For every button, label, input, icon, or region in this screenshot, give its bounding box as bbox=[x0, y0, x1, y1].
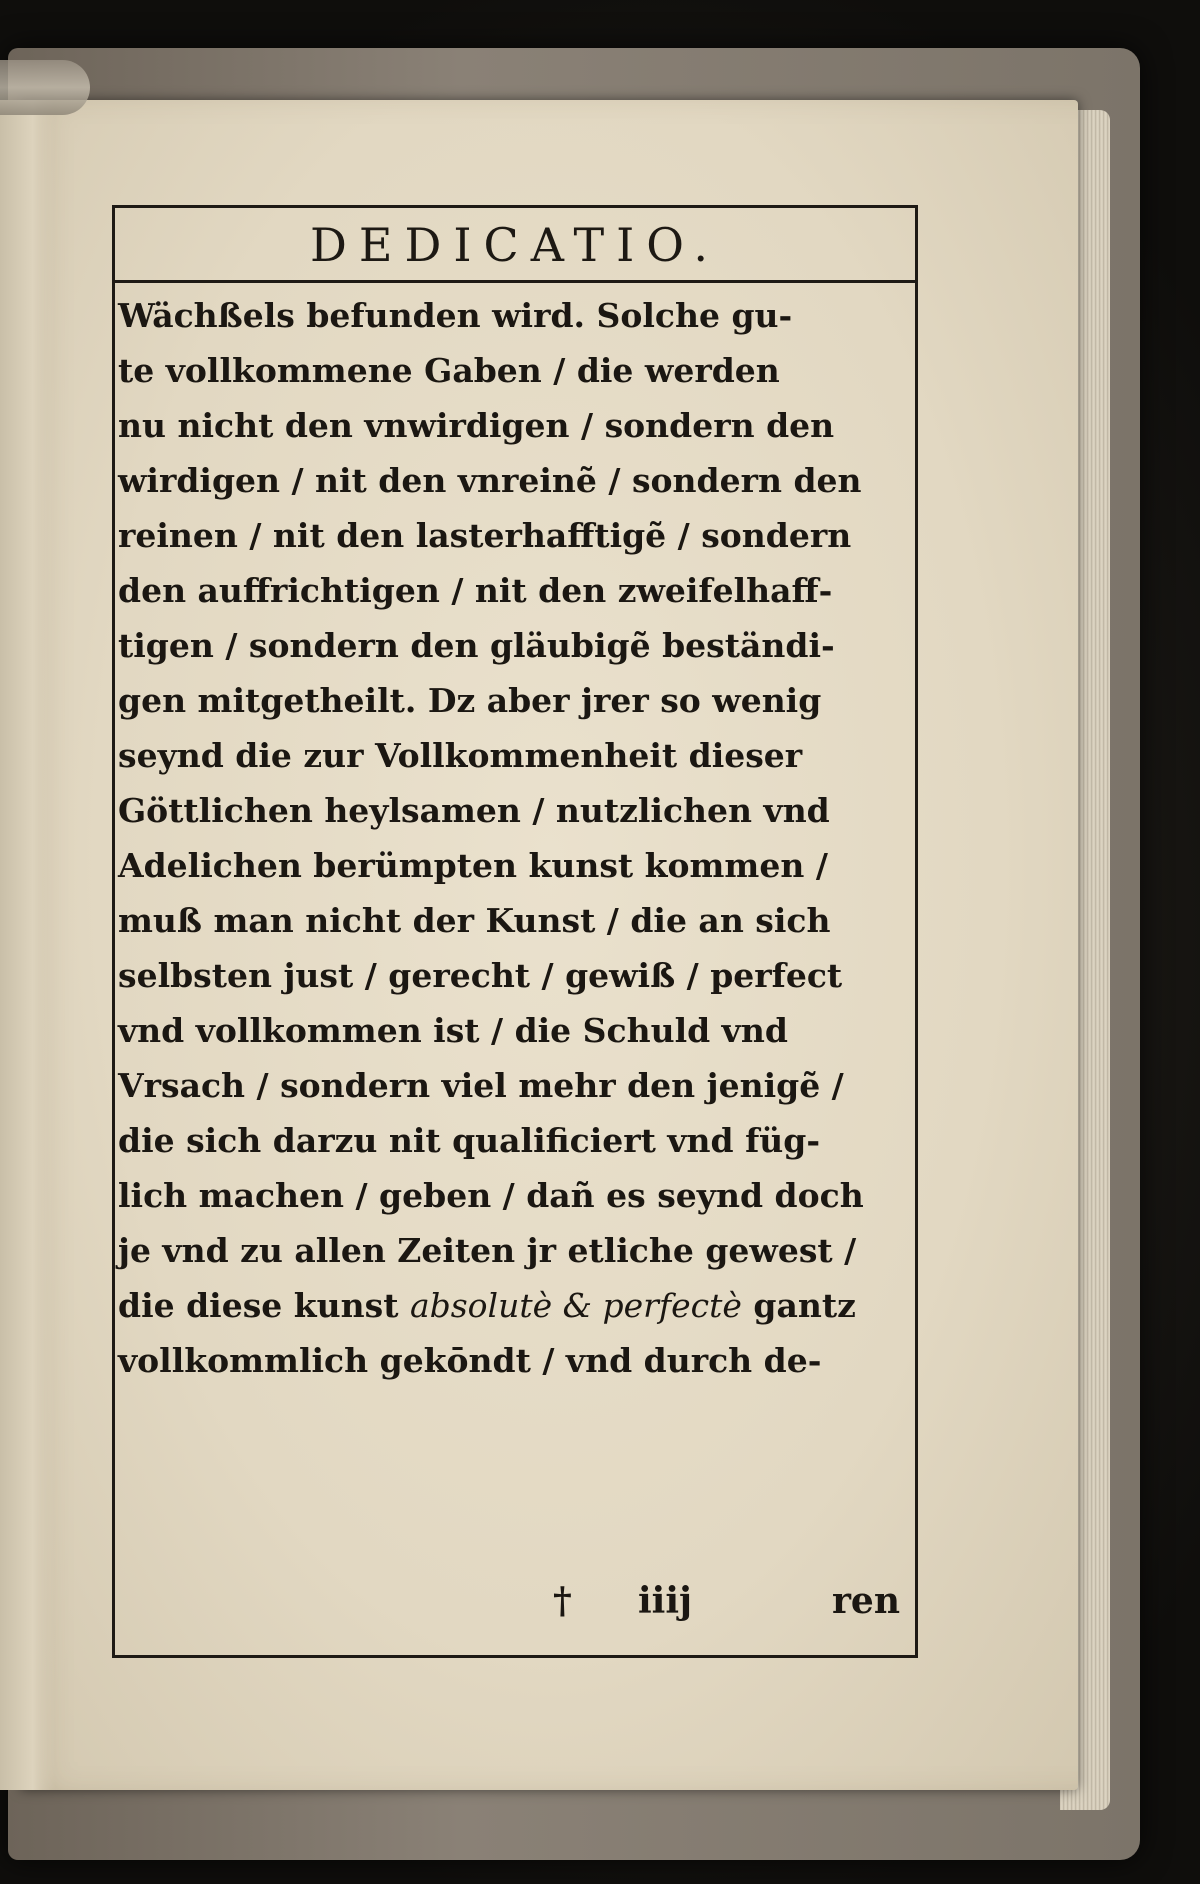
text-line: Vrsach / sondern viel mehr den jenigẽ / bbox=[118, 1066, 844, 1105]
running-header: DEDICATIO. bbox=[310, 218, 720, 272]
catchword: ren bbox=[831, 1580, 900, 1622]
text-line: nu nicht den vnwirdigen / sondern den bbox=[118, 406, 835, 445]
signature-number: iiij bbox=[638, 1580, 693, 1622]
text-line: lich machen / geben / dañ es seynd doch bbox=[118, 1176, 864, 1215]
text-line: selbsten just / gerecht / gewiß / perfect bbox=[118, 956, 843, 995]
page-gutter bbox=[0, 100, 55, 1790]
text-line: vollkommlich gekōndt / vnd durch de- bbox=[118, 1341, 822, 1380]
page-footer bbox=[118, 1580, 908, 1640]
top-rule bbox=[112, 205, 918, 208]
text-line: reinen / nit den lasterhafftigẽ / sondern bbox=[118, 516, 852, 555]
text-line: den auffrichtigen / nit den zweifelhaff- bbox=[118, 571, 833, 610]
line-segment: die diese kunst bbox=[118, 1286, 410, 1325]
text-line: vnd vollkommen ist / die Schuld vnd bbox=[118, 1011, 788, 1050]
latin-italic-phrase: absolutè & perfectè bbox=[409, 1286, 742, 1325]
text-line: je vnd zu allen Zeiten jr etliche gewest / bbox=[118, 1231, 857, 1270]
text-line: Wächßels befunden wird. Solche gu- bbox=[118, 296, 793, 335]
text-line-with-latin bbox=[118, 1278, 908, 1333]
line-segment: gantz bbox=[741, 1286, 856, 1325]
text-line: tigen / sondern den gläubigẽ beständi- bbox=[118, 626, 835, 665]
text-line: seynd die zur Vollkommenheit dieser bbox=[118, 736, 803, 775]
header-rule bbox=[112, 280, 918, 283]
signature-mark: † bbox=[553, 1580, 572, 1622]
binding-thread bbox=[0, 60, 90, 115]
text-line: wirdigen / nit den vnreinẽ / sondern den bbox=[118, 461, 862, 500]
text-line: die sich darzu nit qualificiert vnd füg- bbox=[118, 1121, 821, 1160]
body-text bbox=[118, 288, 908, 1388]
text-line: Adelichen berümpten kunst kommen / bbox=[118, 846, 828, 885]
text-line: te vollkommene Gaben / die werden bbox=[118, 351, 780, 390]
text-line: muß man nicht der Kunst / die an sich bbox=[118, 901, 831, 940]
text-line: Göttlichen heylsamen / nutzlichen vnd bbox=[118, 791, 830, 830]
bottom-rule bbox=[112, 1655, 918, 1658]
text-line: gen mitgetheilt. Dz aber jrer so wenig bbox=[118, 681, 822, 720]
